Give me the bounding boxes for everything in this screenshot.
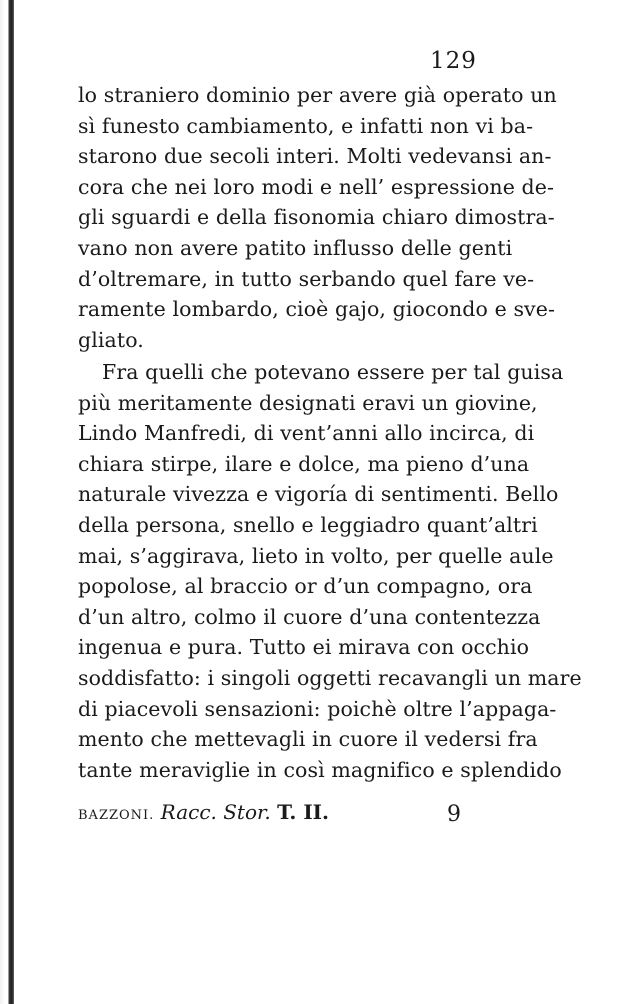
text-line: ramente lombardo, cioè gajo, giocondo e sve- [78,297,556,322]
text-line: mai, s’aggirava, lieto in volto, per quelle aule [78,543,554,568]
text-line: sì funesto cambiamento, e infatti non vi ba- [78,113,534,138]
page-footer [78,800,478,824]
text-line: di piacevoli sensazioni: poichè oltre l’appaga- [78,696,557,721]
footer-volume: T. II. [277,800,329,824]
page-binding-edge [0,0,14,1004]
signature-mark: 9 [447,802,461,827]
text-line: gli sguardi e della fisonomia chiaro dimostra- [78,205,555,230]
footer-author: BAZZONI. [78,808,155,823]
page-number: 129 [430,48,477,74]
text-line: naturale vivezza e vigoría di sentimenti. Bello [78,482,559,507]
text-line: cora che nei loro modi e nell’ espressione de- [78,174,555,199]
text-line: starono due secoli interi. Molti vedevansi an- [78,144,552,169]
text-line: soddisfatto: i singoli oggetti recavangli un mare [78,665,582,690]
footer-title: Racc. Stor. [160,800,271,824]
text-line: chiara stirpe, ilare e dolce, ma pieno d’una [78,451,530,476]
text-line: mento che mettevagli in cuore il vedersi fra [78,727,538,752]
text-line: lo straniero dominio per avere già operato un [78,83,557,107]
text-line: Lindo Manfredi, di vent’anni allo incirca, di [78,421,535,446]
text-line: tante meraviglie in così magnifico e splendido [78,757,562,782]
text-line: ingenua e pura. Tutto ei mirava con occhio [78,635,530,660]
text-line: della persona, snello e leggiadro quant’altri [78,512,538,537]
text-line: Fra quelli che potevano essere per tal guisa [102,360,564,384]
text-line: d’oltremare, in tutto serbando quel fare ve- [78,266,535,291]
paragraph-2 [78,357,582,785]
text-line: più meritamente designati eravi un giovine, [78,390,538,415]
text-line: vano non avere patito influsso delle genti [78,235,513,260]
text-line: popolose, al braccio or d’un compagno, ora [78,574,533,599]
text-line: d’un altro, colmo il cuore d’una contentezza [78,604,541,629]
paragraph-1 [78,80,557,355]
text-line: gliato. [78,327,144,352]
